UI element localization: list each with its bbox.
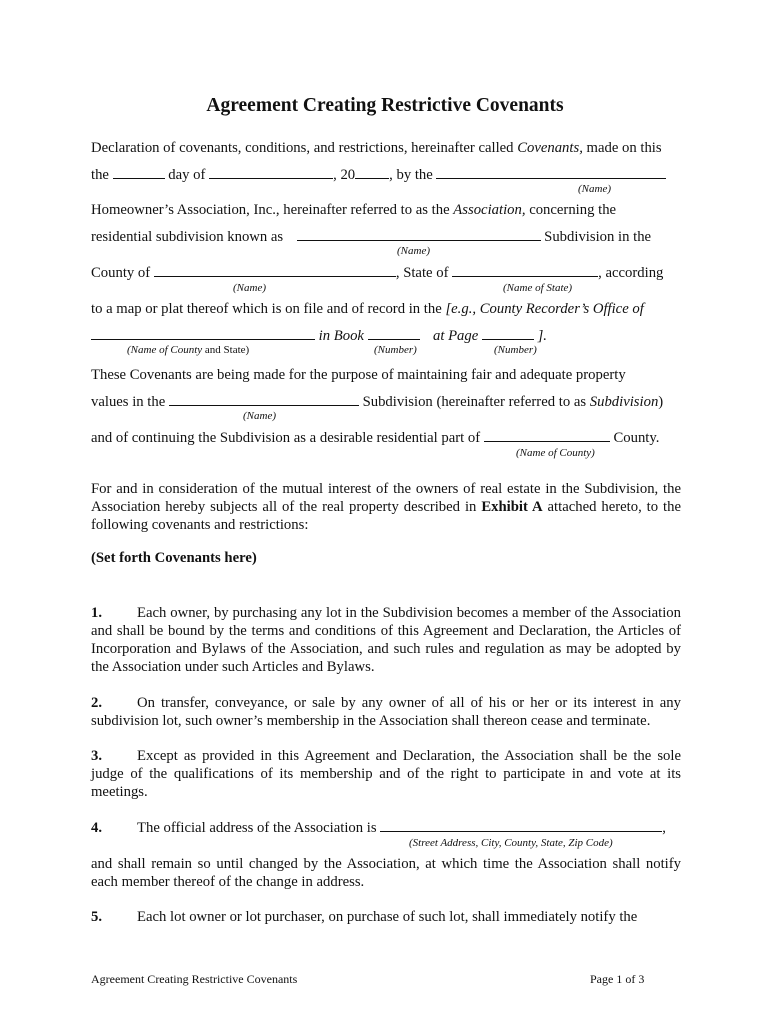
county-blank[interactable] bbox=[154, 264, 396, 277]
item-number: 4. bbox=[91, 820, 103, 836]
item-text: Each lot owner or lot purchaser, on purchase of such lot, shall immediately notify the bbox=[137, 909, 638, 925]
association-name-blank[interactable] bbox=[436, 166, 666, 179]
intro-text: Declaration of covenants, conditions, and restrictions, hereinafter called bbox=[91, 140, 514, 156]
intro-line-5 bbox=[91, 264, 663, 282]
covenant-item-5 bbox=[91, 908, 681, 926]
intro-line-6 bbox=[91, 301, 644, 318]
intro-line-1 bbox=[91, 140, 662, 157]
intro-line-2 bbox=[91, 166, 666, 184]
subdivision-name-blank[interactable] bbox=[297, 228, 541, 241]
caption-number: (Number) bbox=[494, 344, 537, 356]
intro-line-4 bbox=[91, 228, 651, 246]
exhibit-reference: Exhibit A bbox=[481, 499, 543, 515]
day-blank[interactable] bbox=[113, 166, 165, 179]
county-state-blank[interactable] bbox=[91, 327, 315, 340]
caption-name: (Name) bbox=[243, 410, 276, 422]
book-number-blank[interactable] bbox=[368, 327, 420, 340]
caption-name-of-state: (Name of State) bbox=[503, 282, 573, 294]
intro-text: residential subdivision known as bbox=[91, 229, 284, 245]
intro-text: , State of bbox=[395, 265, 449, 281]
caption-address: (Street Address, City, County, State, Zip Code) bbox=[409, 837, 613, 849]
intro-text: concerning the bbox=[529, 202, 617, 218]
intro-line-9 bbox=[91, 393, 663, 411]
page-number-blank[interactable] bbox=[482, 327, 534, 340]
caption-part: (Name of County bbox=[127, 344, 203, 356]
official-address-blank[interactable] bbox=[380, 819, 662, 832]
item-text: , bbox=[662, 820, 666, 836]
caption-name: (Name) bbox=[233, 282, 266, 294]
para-text: attached hereto, to the following covenants and restrictions: bbox=[91, 499, 681, 533]
intro-text: Subdivision (hereinafter referred to as bbox=[362, 394, 587, 410]
intro-text: made on this bbox=[586, 140, 662, 156]
covenant-item-1 bbox=[91, 604, 681, 676]
caption-number: (Number) bbox=[374, 344, 417, 356]
intro-text: Subdivision in the bbox=[544, 229, 652, 245]
caption-name-of-county: (Name of County) bbox=[516, 447, 595, 459]
item-number: 1. bbox=[91, 605, 103, 621]
month-blank[interactable] bbox=[209, 166, 333, 179]
intro-text: the bbox=[91, 167, 109, 183]
subdivision-name-blank-2[interactable] bbox=[169, 393, 359, 406]
intro-line-10 bbox=[91, 429, 659, 447]
intro-line-8: These Covenants are being made for the purpose of maintaining fair and adequate property bbox=[91, 367, 626, 383]
intro-text: day of bbox=[168, 167, 206, 183]
item-number: 3. bbox=[91, 748, 103, 764]
page-number: Page 1 of 3 bbox=[590, 972, 645, 986]
intro-text: , by the bbox=[389, 167, 433, 183]
item-text: The official address of the Association is bbox=[137, 820, 377, 836]
intro-line-3 bbox=[91, 202, 616, 219]
intro-text: , 20 bbox=[333, 167, 356, 183]
intro-text: to a map or plat thereof which is on file and of record in the bbox=[91, 301, 442, 317]
defined-term-subdivision: Subdivision bbox=[589, 394, 659, 410]
defined-term-association: Association, bbox=[453, 202, 526, 218]
recorder-example: [e.g., County Recorder’s Office of bbox=[445, 301, 644, 317]
item-number: 2. bbox=[91, 695, 103, 711]
covenant-item-4-continued: and shall remain so until changed by the Association, at which time the Association shall notify each member thereof of the change in address. bbox=[91, 856, 681, 890]
intro-text: County. bbox=[613, 430, 660, 446]
intro-text: ]. bbox=[537, 328, 547, 344]
intro-text: , according bbox=[598, 265, 664, 281]
caption-name: (Name) bbox=[578, 183, 611, 195]
defined-term-covenants: Covenants, bbox=[517, 140, 583, 156]
item-text: On transfer, conveyance, or sale by any owner of all of his or her or its interest in any subdivision lot, such owner’s membership in the Association shall thereon cease and terminate. bbox=[91, 695, 681, 729]
item-number: 5. bbox=[91, 909, 103, 925]
caption-part: and State) bbox=[204, 344, 250, 356]
item-text: Except as provided in this Agreement and Declaration, the Association shall be the sole judge of the qualifications of its membership and of the right to participate in and vote at its meetings. bbox=[91, 748, 681, 800]
caption-county-state bbox=[127, 344, 249, 356]
intro-text: in Book bbox=[318, 328, 364, 344]
caption-name: (Name) bbox=[397, 245, 430, 257]
para-text: For and in consideration of the mutual interest of the owners of real estate in the Subdivision, the Association hereby subjects all of the real property described in bbox=[91, 481, 681, 515]
set-forth-heading: (Set forth Covenants here) bbox=[91, 550, 257, 566]
intro-text: and of continuing the Subdivision as a desirable residential part of bbox=[91, 430, 481, 446]
footer-title: Agreement Creating Restrictive Covenants bbox=[91, 972, 298, 986]
intro-text: values in the bbox=[91, 394, 166, 410]
covenant-item-3 bbox=[91, 747, 681, 801]
covenant-item-4 bbox=[91, 819, 666, 837]
intro-text: Homeowner’s Association, Inc., hereinafter referred to as the bbox=[91, 202, 450, 218]
item-text: Each owner, by purchasing any lot in the Subdivision becomes a member of the Association and shall be bound by the terms and conditions of this Agreement and Declaration, the Articles of Incorporation and Bylaws of the Association, and such rules and regulation as may be adopted by the Association under such Articles and Bylaws. bbox=[91, 605, 681, 675]
state-blank[interactable] bbox=[452, 264, 598, 277]
page-title: Agreement Creating Restrictive Covenants bbox=[206, 95, 564, 116]
covenant-item-2 bbox=[91, 694, 681, 730]
county-name-blank[interactable] bbox=[484, 429, 610, 442]
year-blank[interactable] bbox=[355, 166, 389, 179]
intro-text: ) bbox=[658, 394, 664, 410]
consideration-paragraph bbox=[91, 480, 681, 534]
intro-text: County of bbox=[91, 265, 151, 281]
intro-text: at Page bbox=[432, 328, 479, 344]
intro-line-7 bbox=[91, 327, 547, 345]
